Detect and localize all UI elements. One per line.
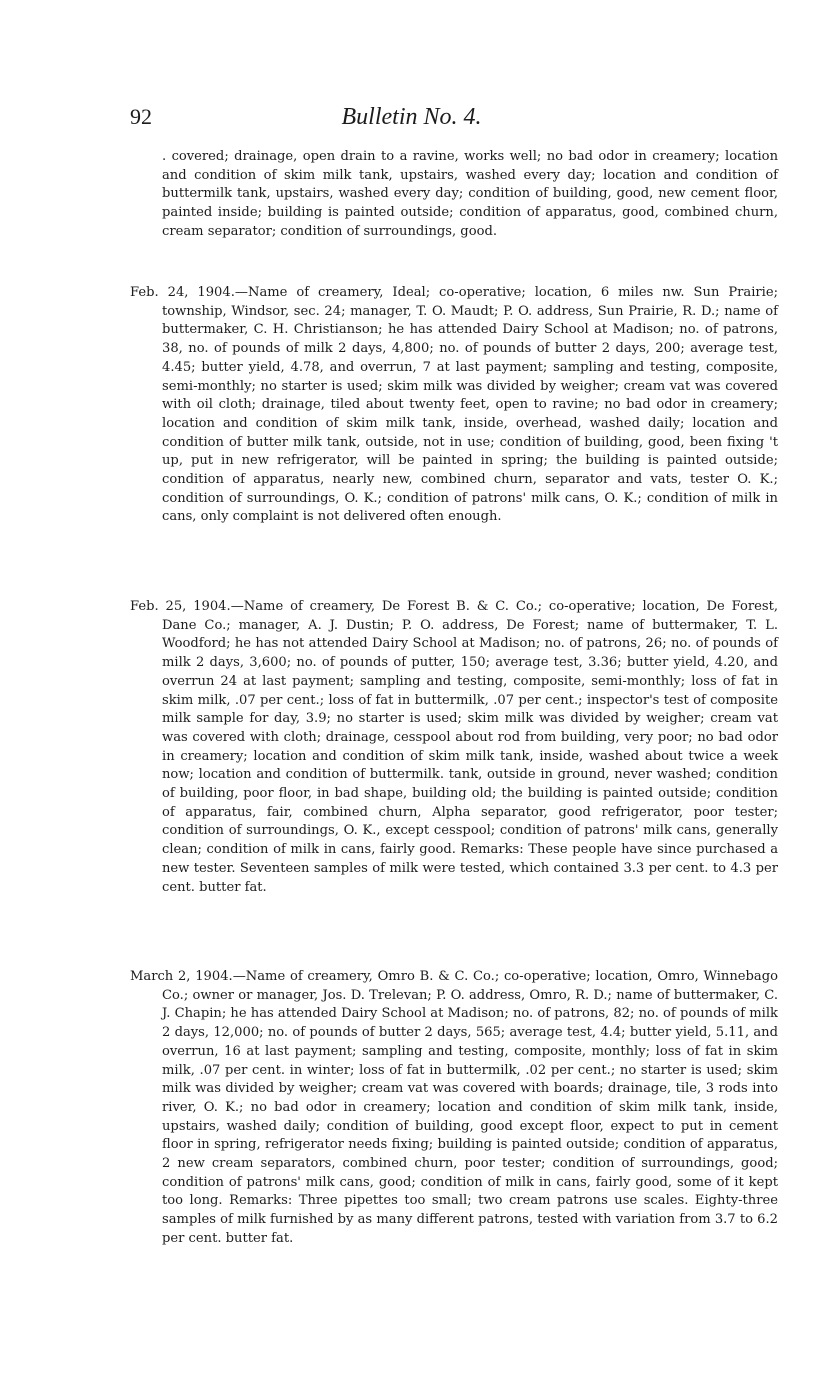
entry-date: March 2, 1904. (130, 969, 233, 984)
entry-date: Feb. 24, 1904. (130, 285, 235, 300)
page-header (0, 104, 823, 134)
entry-feb-25-1904 (130, 598, 778, 897)
entry-text: —Name of creamery, Omro B. & C. Co.; co-operative; location, Omro, Winnebago Co.; owner or manager, Jos. D. Trelevan; P. O. address, Omro, R. D.; name of buttermaker, C. J. Chapin; he has attended Dairy School at Madison; no. of patrons, 82; no. of pounds of milk 2 days, 12,000; no. of pounds of butter 2 days, 565; average test, 4.4; butter yield, 5.11, and overrun, 16 at last payment; sampling and testing, composite, monthly; loss of fat in skim milk, .07 per cent. in winter; loss of fat in buttermilk, .02 per cent.; no starter is used; skim milk was divided by weigher; cream vat was covered with boards; drainage, tile, 3 rods into river, O. K.; no bad odor in creamery; location and condition of skim milk tank, inside, upstairs, washed daily; condition of building, good except floor, expect to put in cement floor in spring, refrigerator needs fixing; building is painted outside; condition of apparatus, 2 new cream separators, combined churn, poor tester; condition of surroundings, good; condition of patrons' milk cans, good; condition of milk in cans, fairly good, some of it kept too long. Remarks: Three pipettes too small; two cream patrons use scales. Eighty-three samples of milk furnished by as many different patrons, tested with variation from 3.7 to 6.2 per cent. butter fat. (162, 969, 778, 1246)
page-number: 92 (130, 104, 152, 129)
entry-continued (162, 148, 778, 242)
entry-date: Feb. 25, 1904. (130, 599, 231, 614)
running-title: Bulletin No. 4. (341, 104, 482, 130)
entry-text: . covered; drainage, open drain to a ravine, works well; no bad odor in creamery; location and condition of skim milk tank, upstairs, washed every day; location and condition of buttermilk tank, upstairs, washed every day; condition of building, good, new cement floor, painted inside; building is painted outside; condition of apparatus, good, combined churn, cream separator; condition of surroundings, good. (162, 149, 778, 239)
entry-feb-24-1904 (130, 284, 778, 527)
entry-march-2-1904 (130, 968, 778, 1249)
entry-text: —Name of creamery, Ideal; co-operative; location, 6 miles nw. Sun Prairie; township, Windsor, sec. 24; manager, T. O. Maudt; P. O. address, Sun Prairie, R. D.; name of buttermaker, C. H. Christianson; he has attended Dairy School at Madison; no. of patrons, 38, no. of pounds of milk 2 days, 4,800; no. of pounds of butter 2 days, 200; average test, 4.45; butter yield, 4.78, and overrun, 7 at last payment; sampling and testing, composite, semi-monthly; no starter is used; skim milk was divided by weigher; cream vat was covered with oil cloth; drainage, tiled about twenty feet, open to ravine; no bad odor in creamery; location and condition of skim milk tank, inside, overhead, washed daily; location and condition of butter milk tank, outside, not in use; condition of building, good, been fixing 't up, put in new refrigerator, will be painted in spring; the building is painted outside; condition of apparatus, nearly new, combined churn, separator and vats, tester O. K.; condition of surroundings, O. K.; condition of patrons' milk cans, O. K.; condition of milk in cans, only complaint is not delivered often enough. (162, 285, 779, 525)
entry-text: —Name of creamery, De Forest B. & C. Co.; co-operative; location, De Forest, Dane Co.; manager, A. J. Dustin; P. O. address, De Forest; name of buttermaker, T. L. Woodford; he has not attended Dairy School at Madison; no. of patrons, 26; no. of pounds of milk 2 days, 3,600; no. of pounds of putter, 150; average test, 3.36; butter yield, 4.20, and overrun 24 at last payment; sampling and testing, composite, semi-monthly; loss of fat in skim milk, .07 per cent.; loss of fat in buttermilk, .07 per cent.; inspector's test of composite milk sample for day, 3.9; no starter is used; skim milk was divided by weigher; cream vat was covered with cloth; drainage, cesspool about rod from building, very poor; no bad odor in creamery; location and condition of skim milk tank, inside, washed about twice a week now; location and condition of buttermilk. tank, outside in ground, never washed; condition of building, poor floor, in bad shape, building old; the building is painted outside; condition of apparatus, fair, combined churn, Alpha separator, good refrigerator, poor tester; condition of surroundings, O. K., except cesspool; condition of patrons' milk cans, generally clean; condition of milk in cans, fairly good. Remarks: These people have since purchased a new tester. Seventeen samples of milk were tested, which contained 3.3 per cent. to 4.3 per cent. butter fat. (162, 599, 778, 895)
